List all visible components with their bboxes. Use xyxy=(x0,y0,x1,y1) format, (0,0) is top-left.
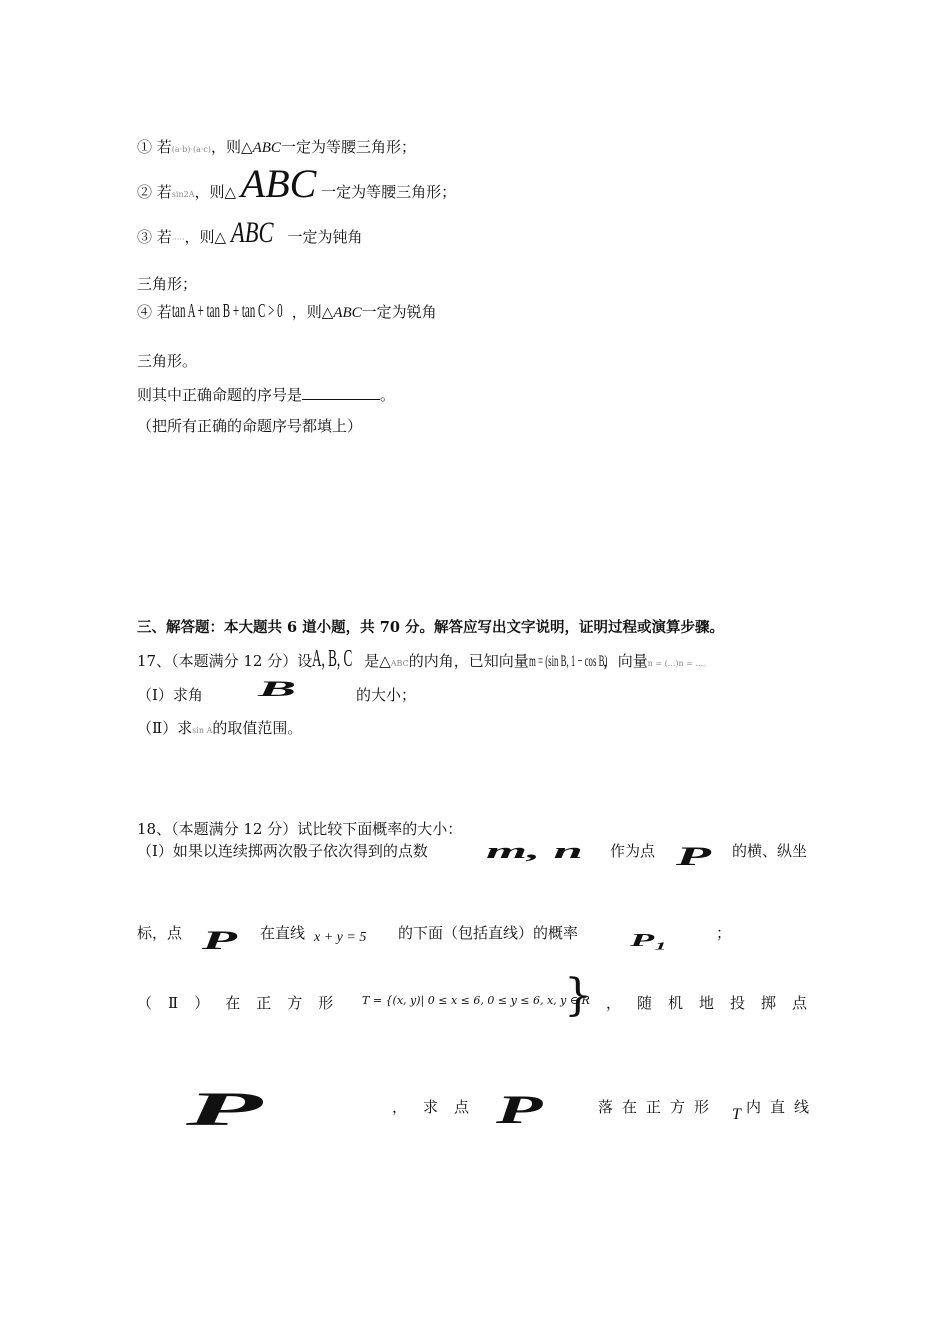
proposition-3-continued: 三角形； xyxy=(137,275,198,293)
condition-formula: sin2A xyxy=(171,190,195,199)
probability-P1: P₁ xyxy=(630,930,669,950)
suffix: 一定为锐角 xyxy=(361,303,437,321)
q18-l2-mid: 在直线 xyxy=(260,924,306,942)
mid-text: ，则△ xyxy=(194,183,237,201)
part-label: （Ⅱ）求 xyxy=(137,719,193,737)
suffix: 一定为等腰三角形； xyxy=(321,183,457,201)
q18-part-1: （Ⅰ）如果以连续掷两次骰子依次得到的点数 xyxy=(137,842,428,860)
note: （把所有正确的命题序号都填上） xyxy=(137,417,363,435)
suffix: 一定为等腰三角形； xyxy=(280,138,416,156)
proposition-1 xyxy=(137,136,416,157)
prefix: ④ 若 xyxy=(137,303,172,321)
q17-part-2 xyxy=(137,717,302,738)
answer-blank[interactable] xyxy=(302,387,380,400)
proposition-4-continued: 三角形。 xyxy=(137,352,198,370)
square-definition: T = {(x, y)| 0 ≤ x ≤ 6, 0 ≤ y ≤ 6, x, y ∈ R xyxy=(362,994,590,1007)
q18-l4-mid: ，求点 xyxy=(392,1098,486,1116)
vector-condition: n = ...。 xyxy=(678,659,712,668)
q18-l4-suffix: 落在正方形 xyxy=(598,1098,719,1116)
point-P-large: P xyxy=(186,1083,263,1136)
prefix: ② 若 xyxy=(137,183,172,201)
q18-title: 18、（本题满分 12 分）试比较下面概率的大小： xyxy=(137,820,463,838)
angle-B: B xyxy=(258,676,297,701)
triangle-label-tall: ABC xyxy=(230,216,274,249)
mid: 是△ xyxy=(364,652,391,670)
proposition-3 xyxy=(137,216,363,250)
condition-formula: ····· xyxy=(171,235,185,244)
q17-part-1-suffix: 的大小； xyxy=(356,686,417,704)
vector-n: n = (...) xyxy=(647,659,679,668)
q17-prefix: 17、（本题满分 12 分）设 xyxy=(137,652,313,670)
q18-l4-end: 内直线 xyxy=(746,1098,819,1116)
prefix: ① 若 xyxy=(137,138,172,156)
vector-m: m = (sin B, 1 − cos B) xyxy=(528,653,608,670)
mid: 的内角，已知向量 xyxy=(408,652,529,670)
condition-formula: tan A + tan B + tan C > 0 xyxy=(171,300,283,322)
q17-part-1 xyxy=(137,684,203,705)
set-brace: } xyxy=(564,970,592,1021)
q18-l2-prefix: 标，点 xyxy=(137,924,183,942)
section-3-heading: 三、解答题：本大题共 6 道小题，共 70 分。解答应写出文字说明，证明过程或演算步骤。 xyxy=(137,619,724,636)
question-text: 则其中正确命题的序号是 xyxy=(137,386,303,404)
line-equation: x + y = 5 xyxy=(314,930,367,945)
triangle-label: ABC xyxy=(333,305,362,321)
semicolon: ； xyxy=(716,924,732,942)
square-T: T xyxy=(732,1106,741,1123)
prefix: ③ 若 xyxy=(137,228,172,246)
period: 。 xyxy=(380,386,396,404)
q18-l2-suffix: 的下面（包括直线）的概率 xyxy=(398,924,579,942)
point-P: P xyxy=(676,842,711,871)
q18-part-2-suffix: ，随机地投掷点 xyxy=(606,994,824,1012)
triangle-small: ABC xyxy=(390,659,409,668)
q18-p1-suffix: 的横、纵坐 xyxy=(732,842,808,860)
q17-line-1 xyxy=(137,646,711,673)
mn-vars: m, n xyxy=(486,838,583,863)
mid-text: ，则△ xyxy=(211,138,253,156)
mid-text: ，则△ xyxy=(184,228,227,246)
expression: sin A xyxy=(192,726,213,735)
mid-text: ，则△ xyxy=(291,303,334,321)
triangle-label: ABC xyxy=(252,140,281,156)
point-P: P xyxy=(202,926,237,955)
suffix: 一定为钝角 xyxy=(287,228,363,246)
point-P: P xyxy=(496,1087,543,1132)
condition-formula: (a·b)·(a·c) xyxy=(171,145,212,154)
q18-part-2-prefix: （Ⅱ）在正方形 xyxy=(137,994,350,1012)
mid: ，向量 xyxy=(602,652,648,670)
question-line xyxy=(137,384,395,405)
suffix: 的取值范围。 xyxy=(212,719,303,737)
proposition-2 xyxy=(137,160,456,207)
angle-vars: A, B, C xyxy=(312,646,353,672)
triangle-label-large: ABC xyxy=(240,161,317,206)
proposition-4 xyxy=(137,300,437,323)
q18-p1-mid: 作为点 xyxy=(610,842,656,860)
part-label: （Ⅰ）求角 xyxy=(137,686,203,704)
